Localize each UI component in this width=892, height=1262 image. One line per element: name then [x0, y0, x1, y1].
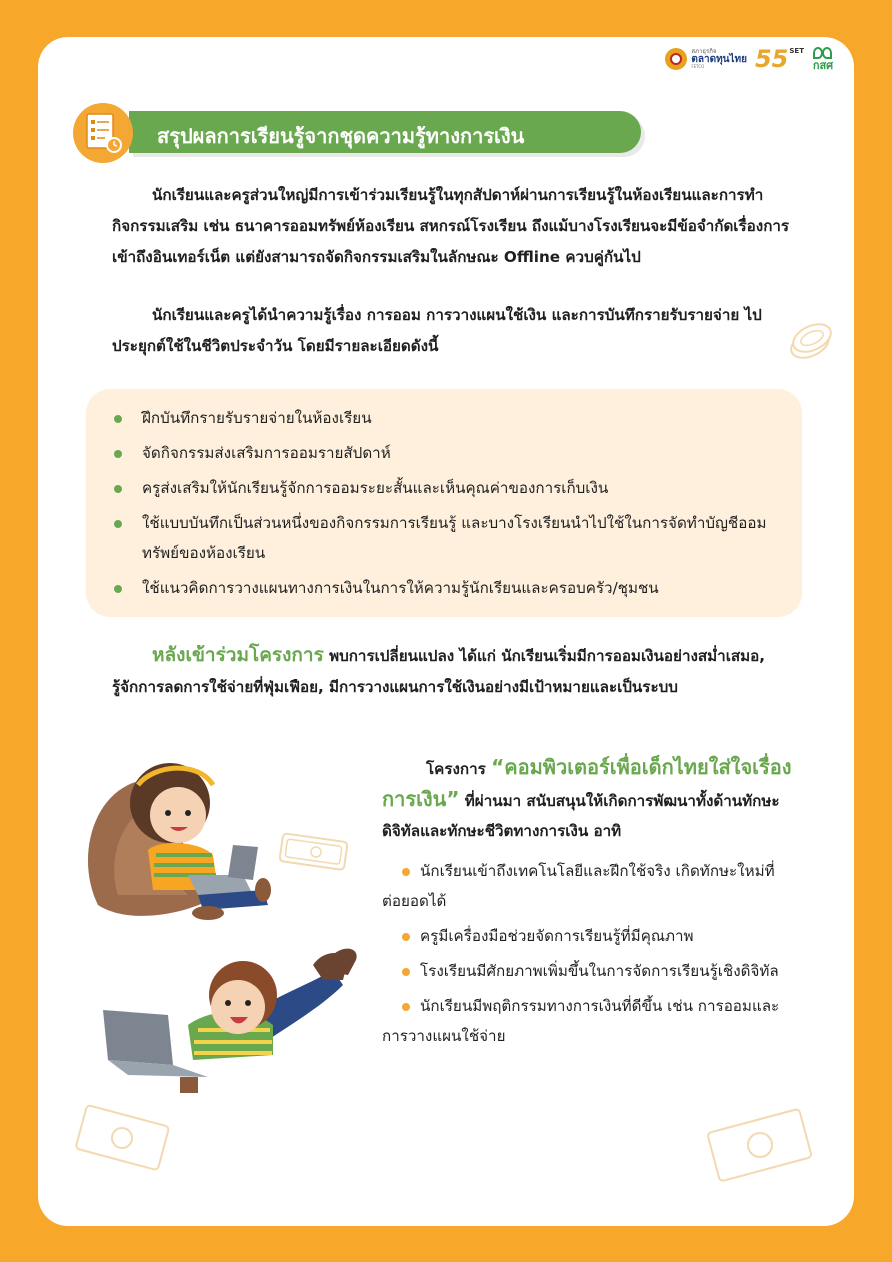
list-item [382, 921, 792, 951]
project-suffix: ที่ผ่านมา สนับสนุนให้เกิดการพัฒนาทั้งด้านทักษะดิจิทัลและทักษะชีวิตทางการเงิน อาทิ [382, 792, 780, 840]
project-name: “คอมพิวเตอร์เพื่อเด็กไทยใส่ใจเรื่องการเงิน” [382, 755, 792, 811]
intro-paragraph-2-text: นักเรียนและครูได้นำความรู้เรื่อง การออม การวางแผนใช้เงิน และการบันทึกรายรับรายจ่าย ไปประยุกต์ใช้ในชีวิตประจำวัน โดยมีรายละเอียดดังนี้ [112, 306, 762, 355]
fetco-top-text: สภาธุรกิจ [691, 47, 717, 55]
list-item: จัดกิจกรรมส่งเสริมการออมรายสัปดาห์ [112, 438, 782, 468]
kors-label: กสศ [812, 59, 834, 72]
list-item: ใช้แบบบันทึกเป็นส่วนหนึ่งของกิจกรรมการเรียนรู้ และบางโรงเรียนนำไปใช้ในการจัดทำบัญชีออมทรัพย์ของห้องเรียน [112, 508, 782, 568]
banknote-icon [276, 830, 356, 875]
project-item-text: ครูมีเครื่องมือช่วยจัดการเรียนรู้ที่มีคุณภาพ [420, 927, 694, 945]
activities-list [112, 403, 782, 608]
list-item: ใช้แนวคิดการวางแผนทางการเงินในการให้ความรู้นักเรียนและครอบครัว/ชุมชน [112, 573, 782, 603]
coin-icon [786, 318, 834, 364]
list-item [382, 956, 792, 986]
kors-leaf-icon [812, 46, 834, 60]
bullet-dot-icon [402, 968, 410, 976]
list-item [382, 856, 792, 916]
bullet-dot-icon [402, 868, 410, 876]
set-number: 55 [754, 44, 789, 73]
after-project-text: พบการเปลี่ยนแปลง ได้แก่ นักเรียนเริ่มมีการออมเงินอย่างสม่ำเสมอ, รู้จักการลดการใช้จ่ายที่ฟุ่มเฟือย, มีการวางแผนการใช้เงินอย่างมีเป้าหมายและเป็นระบบ [112, 647, 766, 696]
bullet-dot-icon [402, 1003, 410, 1011]
fetco-main-text: ตลาดทุนไทย [691, 53, 747, 65]
project-lead [382, 752, 792, 846]
intro-paragraph-1-text: นักเรียนและครูส่วนใหญ่มีการเข้าร่วมเรียนรู้ในทุกสัปดาห์ผ่านการเรียนรู้ในห้องเรียนและการทำกิจกรรมเสริม เช่น ธนาคารออมทรัพย์ห้องเรียน สหกรณ์โรงเรียน ถึงแม้บางโรงเรียนจะมีข้อจำกัดเรื่องการเข้าถึงอินเทอร์เน็ต แต่ยังสามารถจัดกิจกรรมเสริมในลักษณะ Offline ควบคู่กันไป [112, 186, 790, 266]
activities-box [86, 389, 802, 617]
intro-paragraph-2 [112, 300, 792, 362]
fetco-emblem-icon [665, 48, 687, 70]
kors-logo [812, 46, 834, 71]
header-logos [665, 46, 834, 71]
checklist-clock-icon [73, 103, 133, 163]
list-item: ฝึกบันทึกรายรับรายจ่ายในห้องเรียน [112, 403, 782, 433]
project-item-text: นักเรียนมีพฤติกรรมทางการเงินที่ดีขึ้น เช่น การออมและการวางแผนใช้จ่าย [382, 997, 780, 1045]
project-item-text: โรงเรียนมีศักยภาพเพิ่มขึ้นในการจัดการเรียนรู้เชิงดิจิทัล [420, 962, 779, 980]
page-title: สรุปผลการเรียนรู้จากชุดความรู้ทางการเงิน [157, 124, 525, 148]
set-55-logo [754, 44, 804, 73]
list-item: ครูส่งเสริมให้นักเรียนรู้จักการออมระยะสั้นและเห็นคุณค่าของการเก็บเงิน [112, 473, 782, 503]
boy-with-laptop-illustration [98, 945, 368, 1095]
banknote-icon [700, 1100, 820, 1190]
banknote-icon [70, 1100, 180, 1180]
project-outcomes-list [382, 856, 792, 1051]
after-project-paragraph [112, 640, 792, 703]
intro-paragraph-1 [112, 180, 792, 273]
project-item-text: นักเรียนเข้าถึงเทคโนโลยีและฝึกใช้จริง เกิดทักษะใหม่ที่ต่อยอดได้ [382, 862, 775, 910]
project-section [382, 752, 792, 1056]
bullet-dot-icon [402, 933, 410, 941]
set-label: SET [789, 46, 804, 55]
fetco-caption: FETCO [691, 63, 705, 69]
list-item [382, 991, 792, 1051]
fetco-logo [665, 48, 747, 70]
project-prefix: โครงการ [426, 760, 492, 778]
after-project-highlight: หลังเข้าร่วมโครงการ [152, 644, 324, 666]
